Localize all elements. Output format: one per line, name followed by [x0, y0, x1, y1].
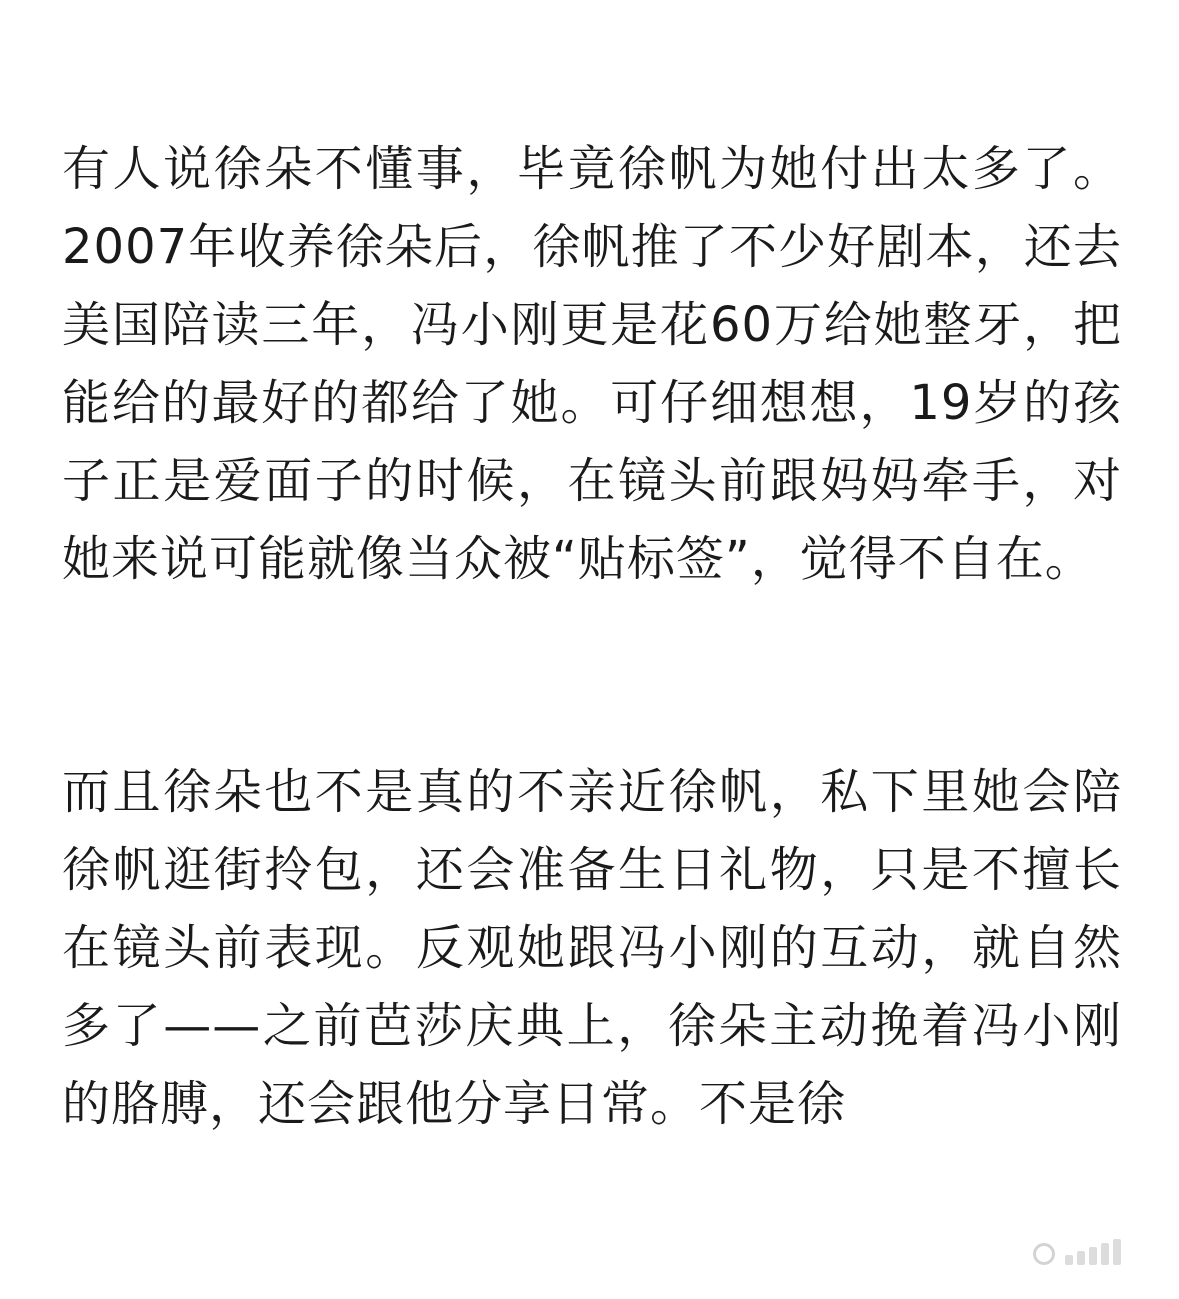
article-paragraph-1: 有人说徐朵不懂事，毕竟徐帆为她付出太多了。2007年收养徐朵后，徐帆推了不少好剧本，还去美国陪读三年，冯小刚更是花60万给她整牙，把能给的最好的都给了她。可仔细想想，19岁的孩子正是爱面子的时候，在镜头前跟妈妈牵手，对她来说可能就像当众被“贴标签”，觉得不自在。	[62, 141, 1122, 587]
watermark-bar	[1065, 1255, 1073, 1265]
article-paragraph-2: 而且徐朵也不是真的不亲近徐帆，私下里她会陪徐帆逛街拎包，还会准备生日礼物，只是不擅长在镜头前表现。反观她跟冯小刚的互动，就自然多了——之前芭莎庆典上，徐朵主动挽着冯小刚的胳膊，还会跟他分享日常。不是徐	[62, 764, 1122, 1132]
article-body	[62, 130, 1122, 1143]
watermark-bar	[1113, 1239, 1121, 1265]
watermark-bar	[1101, 1243, 1109, 1265]
watermark-bar	[1089, 1247, 1097, 1265]
bottom-fade-overlay	[0, 1239, 1179, 1299]
signal-bars-icon	[1033, 1239, 1151, 1265]
watermark-bar	[1077, 1251, 1085, 1265]
watermark-circle	[1033, 1243, 1055, 1265]
